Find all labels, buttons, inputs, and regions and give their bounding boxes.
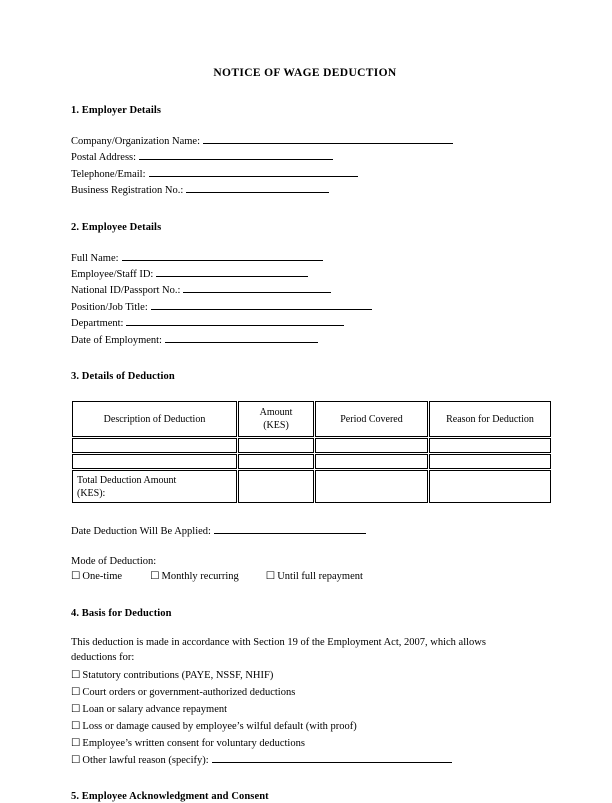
- field-label: Position/Job Title:: [71, 301, 148, 313]
- column-header-description: Description of Deduction: [72, 401, 237, 437]
- deduction-table: [71, 400, 552, 504]
- checkbox-label: Loss or damage caused by employee’s wilful default (with proof): [82, 721, 357, 733]
- checkbox-icon: ☐: [71, 570, 81, 582]
- mode-of-deduction-label: Mode of Deduction:: [71, 556, 157, 568]
- table-row: [72, 454, 551, 469]
- checkbox-label: One-time: [82, 570, 123, 582]
- checkbox-option-statutory-contributions[interactable]: [71, 667, 539, 684]
- checkbox-label: Loan or salary advance repayment: [82, 704, 228, 716]
- table-header-row: [72, 401, 551, 437]
- checkbox-icon: ☐: [71, 738, 81, 750]
- section-heading-employer: 1. Employer Details: [71, 105, 162, 116]
- field-label: Date Deduction Will Be Applied:: [71, 526, 211, 538]
- field-label: Postal Address:: [71, 152, 137, 164]
- field-label: Company/Organization Name:: [71, 136, 200, 147]
- field-full-name: [71, 250, 539, 266]
- cell-description[interactable]: [72, 438, 237, 453]
- table-total-row: [72, 470, 551, 503]
- field-label: Full Name:: [71, 252, 119, 264]
- cell-reason[interactable]: [429, 438, 551, 453]
- field-date-employment: [71, 332, 539, 348]
- full-name-input[interactable]: [122, 250, 323, 261]
- cell-reason[interactable]: [429, 454, 551, 469]
- total-deduction-label: [72, 470, 237, 503]
- national-id-input[interactable]: [183, 282, 331, 293]
- section-heading-acknowledgment: 5. Employee Acknowledgment and Consent: [71, 791, 269, 803]
- column-header-amount-line2: (KES): [263, 420, 289, 432]
- checkbox-icon: ☐: [71, 755, 81, 767]
- checkbox-option-other-lawful-reason[interactable]: [71, 752, 539, 769]
- checkbox-option-written-consent[interactable]: [71, 735, 539, 752]
- checkbox-label: Employee’s written consent for voluntary deductions: [82, 738, 305, 750]
- checkbox-icon: ☐: [71, 721, 81, 733]
- cell-description[interactable]: [72, 454, 237, 469]
- checkbox-option-loan-repayment[interactable]: [71, 701, 539, 718]
- postal-address-input[interactable]: [139, 149, 333, 160]
- staff-id-input[interactable]: [156, 266, 308, 277]
- employee-fields: [71, 250, 539, 348]
- table-row: [72, 438, 551, 453]
- column-header-reason: Reason for Deduction: [429, 401, 551, 437]
- field-department: [71, 315, 539, 331]
- column-header-amount: [238, 401, 314, 437]
- employer-fields: [71, 133, 539, 199]
- cell-total-reason[interactable]: [429, 470, 551, 503]
- checkbox-option-court-orders[interactable]: [71, 684, 539, 701]
- cell-total-period[interactable]: [315, 470, 428, 503]
- column-header-amount-line1: Amount: [259, 407, 293, 419]
- total-label-line2: (KES):: [77, 488, 106, 500]
- basis-checklist: [71, 667, 539, 769]
- field-staff-id: [71, 266, 539, 282]
- checkbox-label: Until full repayment: [277, 570, 363, 582]
- deduction-table-wrap: [71, 400, 539, 504]
- field-label: Telephone/Email:: [71, 168, 146, 180]
- field-position-title: [71, 299, 539, 315]
- checkbox-icon: ☐: [71, 687, 81, 699]
- position-title-input[interactable]: [151, 299, 372, 310]
- basis-paragraph: This deduction is made in accordance with Section 19 of the Employment Act, 2007, which allows deductions for:: [71, 637, 486, 663]
- cell-amount[interactable]: [238, 438, 314, 453]
- field-label: National ID/Passport No.:: [71, 285, 181, 297]
- checkbox-icon: ☐: [265, 570, 276, 582]
- field-telephone-email: [71, 166, 539, 182]
- field-date-applied: [71, 523, 539, 539]
- date-applied-input[interactable]: [214, 523, 366, 534]
- checkbox-label: Other lawful reason (specify):: [82, 755, 209, 767]
- field-label: Business Registration No.:: [71, 185, 184, 197]
- field-label: Department:: [71, 318, 124, 330]
- department-input[interactable]: [126, 315, 344, 326]
- field-national-id: [71, 282, 539, 298]
- field-postal-address: [71, 149, 539, 165]
- checkbox-option-loss-or-damage[interactable]: [71, 718, 539, 735]
- checkbox-option-one-time[interactable]: [71, 570, 122, 584]
- section-heading-deduction: 3. Details of Deduction: [71, 371, 175, 383]
- field-label: Date of Employment:: [71, 334, 162, 346]
- total-label-line1: Total Deduction Amount: [77, 475, 177, 487]
- section-heading-employee: 2. Employee Details: [71, 221, 162, 233]
- cell-period[interactable]: [315, 438, 428, 453]
- mode-of-deduction-block: [71, 555, 539, 584]
- page-title: NOTICE OF WAGE DEDUCTION: [213, 67, 397, 79]
- column-header-period: Period Covered: [315, 401, 428, 437]
- field-business-registration: [71, 182, 539, 198]
- checkbox-label: Monthly recurring: [161, 570, 239, 582]
- company-name-input[interactable]: [203, 133, 453, 144]
- section-heading-basis: 4. Basis for Deduction: [71, 608, 172, 620]
- other-lawful-reason-input[interactable]: [212, 752, 452, 763]
- cell-total-amount[interactable]: [238, 470, 314, 503]
- checkbox-option-monthly-recurring[interactable]: [150, 570, 239, 584]
- checkbox-label: Statutory contributions (PAYE, NSSF, NHIF): [82, 670, 274, 682]
- checkbox-option-until-full-repayment[interactable]: [266, 570, 363, 584]
- date-employment-input[interactable]: [165, 332, 318, 343]
- field-company-name: [71, 133, 539, 149]
- cell-period[interactable]: [315, 454, 428, 469]
- field-label: Employee/Staff ID:: [71, 269, 154, 281]
- checkbox-icon: ☐: [150, 570, 160, 582]
- telephone-email-input[interactable]: [149, 166, 358, 177]
- checkbox-icon: ☐: [71, 670, 81, 682]
- mode-of-deduction-options: [71, 570, 539, 584]
- cell-amount[interactable]: [238, 454, 314, 469]
- business-registration-input[interactable]: [186, 182, 329, 193]
- checkbox-icon: ☐: [71, 704, 81, 716]
- checkbox-label: Court orders or government-authorized deductions: [82, 687, 296, 699]
